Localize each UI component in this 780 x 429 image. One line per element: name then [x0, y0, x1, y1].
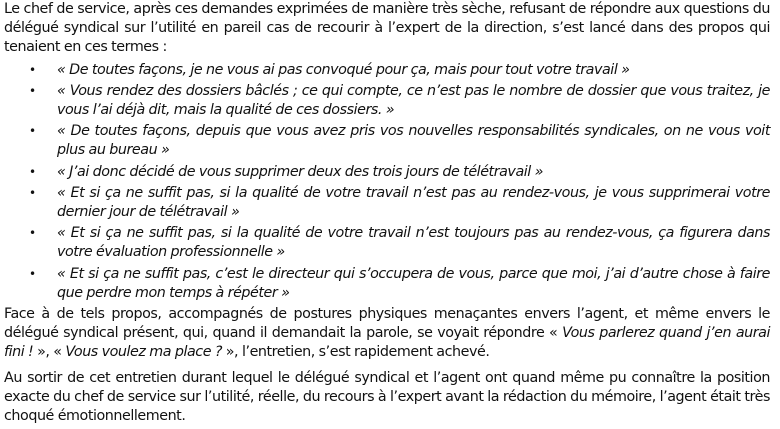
bullet-icon: •: [29, 83, 36, 98]
quote-text: « J’ai donc décidé de vous supprimer deux des trois jours de télétravail »: [57, 163, 543, 180]
intro-paragraph: Le chef de service, après ces demandes exprimées de manière très sèche, refusant de répondre aux questions du délégué syndical sur l’utilité en pareil cas de recourir à l’expert de la direction, s’est lancé dans des propos qui tenaient en ces termes :: [4, 1, 770, 56]
quote-text: « De toutes façons, depuis que vous avez pris vos nouvelles responsabilités syndicales, on ne vous voit plus au bureau »: [57, 123, 770, 159]
quote-text: « Vous rendez des dossiers bâclés ; ce qui compte, ce n’est pas le nombre de dossier que vous traitez, je vous l’ai déjà dit, mais la qualité de ces dossiers. »: [57, 82, 770, 119]
reaction-quote-2: Vous voulez ma place ?: [65, 344, 222, 361]
quote-text: « Et si ça ne suffit pas, si la qualité de votre travail n’est toujours pas au rendez-vous, ça figurera dans votre évaluation professionnelle »: [57, 225, 770, 261]
reaction-text-3: », l’entretien, s’est rapidement achevé.: [221, 344, 490, 361]
conclusion-paragraph: Au sortir de cet entretien durant lequel le délégué syndical et l’agent ont quand même pu connaître la position exacte du chef de service sur l’utilité, réelle, du recours à l’expert avant la rédaction du mémoire, l’agent était très choqué émotionnellement.: [4, 369, 770, 425]
reaction-text-2: », «: [33, 344, 66, 361]
document-body: [4, 0, 770, 426]
quote-text: « De toutes façons, je ne vous ai pas convoqué pour ça, mais pour tout votre travail »: [57, 61, 630, 78]
bullet-icon: •: [29, 62, 36, 77]
quote-item: [4, 82, 770, 120]
quotes-list: [4, 61, 770, 303]
reaction-text-1: Face à de tels propos, accompagnés de postures physiques menaçantes envers l’agent, et même envers le délégué syndical présent, qui, quand il demandait la parole, se voyait répondre «: [4, 306, 770, 342]
bullet-icon: •: [29, 266, 36, 281]
reaction-paragraph: [4, 305, 770, 363]
bullet-icon: •: [29, 124, 36, 139]
quote-item: [4, 122, 770, 160]
reaction-quote-1: Vous parlerez quand j’en aurai fini !: [4, 325, 771, 361]
quote-text: « Et si ça ne suffit pas, c’est le directeur qui s’occupera de vous, parce que moi, j’ai d’autre chose à faire que perdre mon temps à répéter »: [57, 265, 770, 301]
quote-item: [4, 184, 770, 222]
quote-item: [4, 163, 770, 182]
bullet-icon: •: [29, 185, 36, 200]
bullet-icon: •: [29, 226, 36, 241]
quote-text: « Et si ça ne suffit pas, si la qualité de votre travail n’est pas au rendez-vous, je vous supprimerai votre dernier jour de télétravail »: [57, 184, 770, 221]
bullet-icon: •: [29, 164, 36, 179]
quote-item: [4, 224, 770, 262]
quote-item: [4, 61, 770, 80]
quote-item: [4, 265, 770, 303]
